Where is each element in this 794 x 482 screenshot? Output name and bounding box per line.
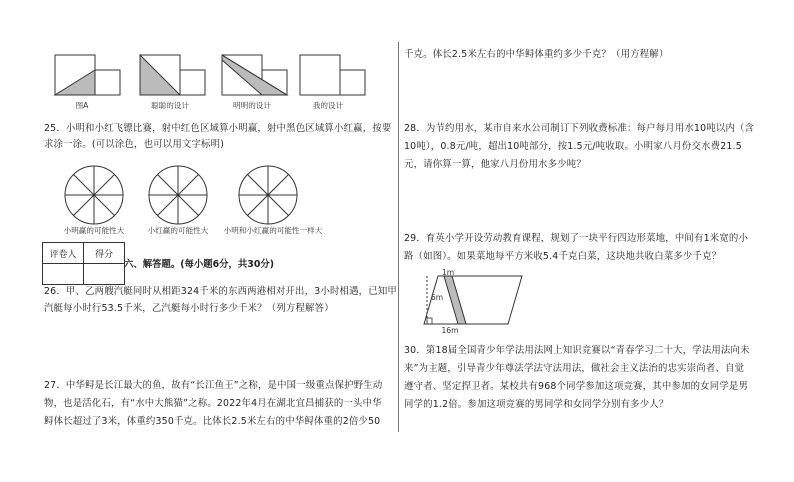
- congcong-caption: 聪聪的设计: [151, 101, 189, 110]
- q26-line-1: 26．甲、乙两艘汽艇同时从相距324千米的东西两港相对开出，3小时相遇，已知甲: [44, 286, 397, 297]
- q29-line-2: 路（如图）。如果菜地每平方米收5.4千克白菜，这块地共收白菜多少千克？: [404, 251, 722, 262]
- label-1m: 1m: [441, 268, 455, 277]
- my-design-diagram: [300, 55, 370, 97]
- q26-line-2: 汽艇每小时行53.5千米，乙汽艇每小时行多少千米？（列方程解答）: [44, 303, 334, 314]
- label-6m: 6m: [430, 293, 444, 302]
- q27-line-1: 27．中华鲟是长江最大的鱼，故有“长江鱼王”之称，是中国一级重点保护野生动: [44, 380, 383, 391]
- circle-2-caption: 小红赢的可能性大: [147, 226, 209, 235]
- q27-line-3: 鲟体长超过了3米，体重约350千克。比体长2.5米左右的中华鲟体重的2倍少50: [44, 416, 381, 427]
- mingming-caption: 明明的设计: [233, 101, 271, 110]
- q27-continuation: 千克。体长2.5米左右的中华鲟体重约多少千克？（用方程解）: [404, 49, 669, 60]
- parallelogram-field-diagram: [424, 268, 524, 338]
- column-divider: [398, 42, 399, 432]
- score-label: 得分: [84, 243, 125, 264]
- section6-heading: 六、解答题。(每小题6分，共30分): [124, 259, 275, 270]
- q28-line-3: 元，请你算一算，他家八月份用水多少吨？: [404, 159, 586, 170]
- dartboard-circle-1: [64, 165, 124, 225]
- figure-a-caption: 图A: [75, 101, 89, 110]
- q28-line-2: 10吨），0.8元/吨，超出10吨部分，按1.5元/吨收取。小明家八月份交水费21.5: [404, 141, 742, 152]
- q30-line-1: 30．第18届全国青少年学法用法网上知识竞赛以“青春学习二十大，学法用法向未: [404, 345, 750, 356]
- circle-1-caption: 小明赢的可能性大: [63, 226, 125, 235]
- mingming-design-diagram: [222, 55, 292, 97]
- congcong-design-diagram: [140, 55, 210, 97]
- dartboard-circle-3: [238, 165, 298, 225]
- q30-line-4: 同学的1.2倍。参加这项竞赛的男同学和女同学分别有多少人？: [404, 399, 669, 410]
- q25-line-1: 25．小明和小红飞镖比赛，射中红色区域算小明赢，射中黑色区域算小红赢，按要: [44, 123, 392, 134]
- scorer-table: [42, 242, 125, 285]
- q30-line-2: 来”为主题，引导青少年尊法学法守法用法，做社会主义法治的忠实崇尚者、自觉: [404, 363, 745, 374]
- q27-line-2: 物，也是活化石，有“水中大熊猫”之称。2022年4月在湖北宜昌捕获的一头中华: [44, 398, 382, 409]
- q25-line-2: 求涂一涂。(可以涂色，也可以用文字标明): [44, 139, 225, 150]
- figure-a-diagram: [55, 55, 125, 97]
- label-16m: 16m: [441, 326, 459, 335]
- my-design-caption: 我的设计: [312, 101, 344, 110]
- q29-line-1: 29．育英小学开设劳动教育课程，规划了一块平行四边形菜地，中间有1米宽的小: [404, 233, 749, 244]
- circle-3-caption: 小明和小红赢的可能性一样大: [223, 226, 323, 235]
- scorer-label: 评卷人: [43, 243, 84, 264]
- q30-line-3: 遵守者、坚定捍卫者。某校共有968个同学参加这项竞赛，其中参加的女同学是男: [404, 381, 749, 392]
- q28-line-1: 28．为节约用水，某市自来水公司制订下列收费标准：每户每月用水10吨以内（含: [404, 123, 755, 134]
- dartboard-circle-2: [148, 165, 208, 225]
